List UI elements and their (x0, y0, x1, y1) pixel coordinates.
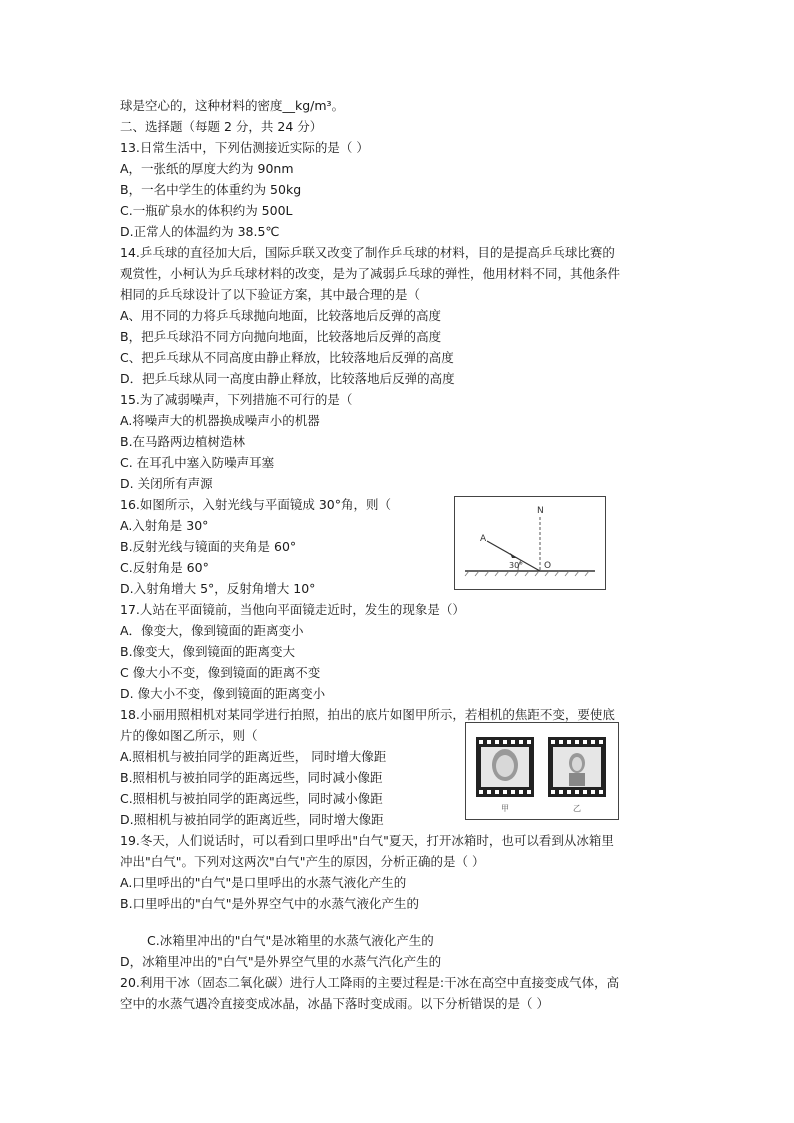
label-jia: 甲 (501, 804, 509, 813)
question-20-cont: 空中的水蒸气遇冷直接变成冰晶，冰晶下落时变成雨。以下分析错误的是（ ） (120, 996, 549, 1011)
option-15d: D. 关闭所有声源 (120, 476, 213, 491)
label-a: A (480, 534, 487, 544)
question-20: 20.利用干冰（固态二氧化碳）进行人工降雨的主要过程是:干冰在高空中直接变成气体，高 (120, 975, 620, 990)
question-19: 19.冬天，人们说话时，可以看到口里呼出"白气"夏天，打开冰箱时，也可以看到从冰箱里 (120, 833, 614, 848)
question-18: 18.小丽用照相机对某同学进行拍照，拍出的底片如图甲所示，若相机的焦距不变，要使底 (120, 707, 615, 722)
option-15a: A.将噪声大的机器换成噪声小的机器 (120, 413, 320, 428)
label-yi: 乙 (573, 804, 581, 813)
text-line: 球是空心的，这种材料的密度__kg/m³。 (120, 98, 345, 113)
label-n: N (537, 506, 544, 516)
option-17c: C 像大小不变，像到镜面的距离不变 (120, 665, 321, 680)
option-14b: B，把乒乓球沿不同方向抛向地面，比较落地后反弹的高度 (120, 329, 442, 344)
option-13b: B，一名中学生的体重约为 50kg (120, 182, 302, 197)
label-angle: 30° (509, 561, 524, 570)
option-19c: C.冰箱里冲出的"白气"是冰箱里的水蒸气液化产生的 (147, 933, 434, 948)
question-17: 17.人站在平面镜前，当他向平面镜走近时，发生的现象是（） (120, 602, 465, 617)
reflection-diagram (455, 497, 605, 589)
question-19-cont: 冲出"白气"。下列对这两次"白气"产生的原因，分析正确的是（ ） (120, 854, 485, 869)
option-14a: A、用不同的力将乒乓球抛向地面，比较落地后反弹的高度 (120, 308, 442, 323)
option-17b: B.像变大，像到镜面的距离变大 (120, 644, 296, 659)
question-14-cont: 观赏性，小柯认为乒乓球材料的改变，是为了减弱乒乓球的弹性，他用材料不同，其他条件 (120, 266, 621, 281)
option-18b: B.照相机与被拍同学的距离远些，同时减小像距 (120, 770, 383, 785)
option-16c: C.反射角是 60° (120, 560, 209, 575)
option-16b: B.反射光线与镜面的夹角是 60° (120, 539, 297, 554)
question-18-cont: 片的像如图乙所示，则（ (120, 728, 258, 743)
reflection-figure (454, 496, 606, 590)
option-14d: D．把乒乓球从同一高度由静止释放，比较落地后反弹的高度 (120, 371, 455, 386)
film-diagram (466, 723, 618, 819)
option-16d: D.入射角增大 5°，反射角增大 10° (120, 581, 316, 596)
film-figure (465, 722, 619, 820)
option-13d: D.正常人的体温约为 38.5℃ (120, 224, 280, 239)
option-17a: A．像变大，像到镜面的距离变小 (120, 623, 304, 638)
option-17d: D. 像大小不变，像到镜面的距离变小 (120, 686, 326, 701)
question-15: 15.为了减弱噪声，下列措施不可行的是（ (120, 392, 353, 407)
option-16a: A.入射角是 30° (120, 518, 209, 533)
question-16: 16.如图所示，入射光线与平面镜成 30°角，则（ (120, 497, 392, 512)
question-14-cont: 相同的乒乓球设计了以下验证方案，其中最合理的是（ (120, 287, 421, 302)
label-o: O (544, 561, 552, 571)
option-13c: C.一瓶矿泉水的体积约为 500L (120, 203, 293, 218)
section-heading: 二、选择题（每题 2 分，共 24 分） (120, 119, 323, 134)
option-18c: C.照相机与被拍同学的距离远些，同时减小像距 (120, 791, 383, 806)
question-13: 13.日常生活中，下列估测接近实际的是（ ） (120, 140, 369, 155)
option-14c: C、把乒乓球从不同高度由静止释放，比较落地后反弹的高度 (120, 350, 454, 365)
option-15b: B.在马路两边植树造林 (120, 434, 246, 449)
question-14: 14.乒乓球的直径加大后，国际乒联又改变了制作乒乓球的材料，目的是提高乒乓球比赛的 (120, 245, 615, 260)
option-19a: A.口里呼出的"白气"是口里呼出的水蒸气液化产生的 (120, 875, 407, 890)
option-19d: D，冰箱里冲出的"白气"是外界空气里的水蒸气汽化产生的 (120, 954, 442, 969)
option-18d: D.照相机与被拍同学的距离近些，同时增大像距 (120, 812, 384, 827)
option-15c: C. 在耳孔中塞入防噪声耳塞 (120, 455, 275, 470)
option-13a: A，一张纸的厚度大约为 90nm (120, 161, 294, 176)
option-18a: A.照相机与被拍同学的距离近些， 同时增大像距 (120, 749, 387, 764)
option-19b: B.口里呼出的"白气"是外界空气中的水蒸气液化产生的 (120, 896, 420, 911)
